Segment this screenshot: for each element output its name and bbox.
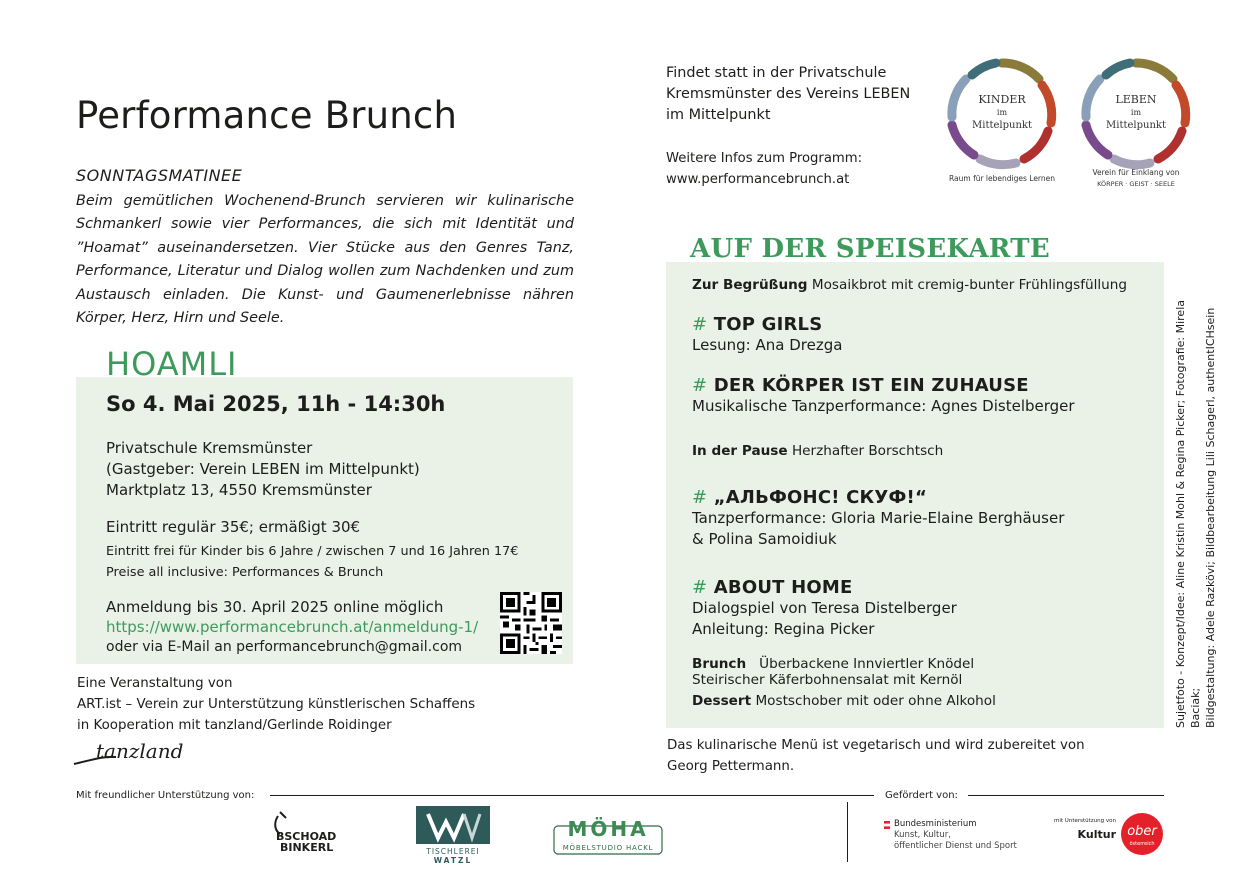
logo-ring-text: KÖRPER · GEIST · SEELE	[1097, 180, 1175, 188]
tanzland-wordmark: tanzland	[96, 739, 184, 763]
performance-subtitle: Lesung: Ana Drezga	[692, 336, 843, 354]
performance-item	[692, 314, 842, 356]
event-name: HOAMLI	[106, 345, 238, 383]
hash-icon: #	[692, 314, 708, 335]
welcome-text: Mosaikbrot mit cremig-bunter Frühlingsfüllung	[811, 277, 1128, 293]
brunch-item: Steirischer Käferbohnensalat mit Kernöl	[692, 672, 963, 688]
dessert-label: Dessert	[692, 693, 752, 709]
logo-ring-text: Verein für Einklang von	[1092, 168, 1180, 177]
ministry-line: Kunst, Kultur,	[894, 830, 951, 840]
footer-divider	[968, 795, 1164, 796]
austria-flag-icon	[884, 821, 890, 829]
matinee-description: Beim gemütlichen Wochenend-Brunch servieren wir kulinarische Schmankerl sowie vier Performances, die sich mit Identität und ”Hoamat” auseinandersetzen. Vier Stücke aus den Genres Tanz, Performance, Literatur und Dialog wollen zum Nachdenken und zum Austausch einladen. Die Kunst- und Gaumenerlebnisse nähren Körper, Herz, Hirn und Seele.	[76, 193, 574, 327]
menu-heading: AUF DER SPEISEKARTE	[690, 234, 1051, 264]
logo-word: KINDER	[978, 93, 1026, 106]
welcome-label: Zur Begrüßung	[692, 277, 808, 293]
performance-item	[692, 487, 1064, 550]
performance-subtitle: & Polina Samoidiuk	[692, 530, 837, 548]
performance-subtitle: Anleitung: Regina Picker	[692, 620, 875, 638]
pause-label: In der Pause	[692, 443, 788, 459]
hash-icon: #	[692, 375, 708, 396]
sponsor-word: TISCHLEREI	[426, 847, 480, 856]
kinder-im-mittelpunkt-logo	[944, 55, 1060, 195]
hash-icon: #	[692, 577, 708, 598]
page-title: Performance Brunch	[76, 94, 458, 137]
moebelstudio-hackl-logo	[553, 810, 663, 856]
kultur-support-small: mit Unterstützung von	[1054, 818, 1116, 824]
funded-label: Gefördert von:	[885, 790, 958, 801]
menu-note-line: Georg Pettermann.	[667, 759, 795, 774]
event-fee-details	[106, 541, 518, 583]
performance-subtitle: Dialogspiel von Teresa Distelberger	[692, 599, 957, 617]
registration-text: Anmeldung bis 30. April 2025 online möglich	[106, 598, 444, 616]
registration-block	[106, 597, 478, 657]
event-venue	[106, 438, 420, 501]
performance-title: ABOUT HOME	[713, 577, 853, 598]
performance-subtitle: Tanzperformance: Gloria Marie-Elaine Berghäuser	[692, 509, 1065, 527]
menu-brunch	[692, 656, 974, 688]
logo-word: Mittelpunkt	[1106, 120, 1166, 131]
kultur-label: Kultur	[1077, 828, 1116, 841]
credits-line: Bildgestaltung: Adele Razkövi; Bildbearbeitung Lili Schagerl, authentICHsein	[1204, 307, 1217, 728]
leben-im-mittelpunkt-logo	[1078, 55, 1194, 195]
footer-divider	[270, 795, 874, 796]
sponsor-word: WATZL	[433, 856, 473, 864]
ministry-line: Bundesministerium	[894, 819, 977, 829]
logo-word: Mittelpunkt	[972, 120, 1032, 131]
logo-word: im	[1130, 108, 1142, 117]
support-label: Mit freundlicher Unterstützung von:	[76, 790, 255, 801]
logo-word: LEBEN	[1115, 93, 1157, 106]
info-line: Kremsmünster des Vereins LEBEN	[666, 86, 911, 102]
badge-word: österreich	[1129, 841, 1155, 847]
program-url[interactable]: www.performancebrunch.at	[666, 172, 850, 187]
organizer-line: ART.ist – Verein zur Unterstützung künstlerischen Schaffens	[77, 697, 476, 712]
registration-link[interactable]: https://www.performancebrunch.at/anmeldung-1/	[106, 618, 479, 636]
badge-word: ober	[1127, 824, 1157, 839]
logo-word: im	[996, 108, 1008, 117]
menu-dessert	[692, 693, 996, 709]
brunch-label: Brunch	[692, 656, 747, 672]
menu-note	[667, 735, 1085, 777]
matinee-heading: SONNTAGSMATINEE	[76, 166, 243, 185]
organizer-block	[77, 673, 475, 736]
footer-separator	[847, 802, 848, 862]
performance-item	[692, 577, 957, 640]
organizer-line: Eine Veranstaltung von	[77, 676, 233, 691]
dessert-text: Mostschober mit oder ohne Alkohol	[755, 693, 996, 709]
venue-line: Privatschule Kremsmünster	[106, 439, 313, 457]
location-info	[666, 63, 910, 126]
event-fee: Eintritt regulär 35€; ermäßigt 30€	[106, 518, 361, 536]
performance-subtitle: Musikalische Tanzperformance: Agnes Distelberger	[692, 397, 1075, 415]
qr-code-icon[interactable]	[500, 592, 562, 654]
bschoad-binkerl-logo	[270, 808, 342, 856]
performance-title: „АЛЬФОНС! СКУФ!“	[713, 487, 927, 508]
registration-mail[interactable]: oder via E-Mail an performancebrunch@gmail.com	[106, 639, 463, 655]
sponsor-word: BSCHOAD	[276, 830, 337, 843]
program-info	[666, 148, 862, 190]
performance-title: TOP GIRLS	[713, 314, 823, 335]
sponsor-word: MÖBELSTUDIO HACKL	[562, 844, 654, 852]
menu-pause	[692, 443, 943, 459]
performance-title: DER KÖRPER IST EIN ZUHAUSE	[713, 375, 1029, 396]
organizer-line: in Kooperation mit tanzland/Gerlinde Roidinger	[77, 718, 392, 733]
program-info-label: Weitere Infos zum Programm:	[666, 151, 863, 166]
pause-text: Herzhafter Borschtsch	[791, 443, 944, 459]
fee-detail: Eintritt frei für Kinder bis 6 Jahre / zwischen 7 und 16 Jahren 17€	[106, 544, 519, 559]
sponsor-word: MÖHA	[567, 817, 649, 841]
photo-credits	[1173, 288, 1218, 728]
ministry-logo	[884, 819, 1017, 852]
sponsor-word: BINKERL	[280, 841, 334, 854]
brunch-item: Überbackene Innviertler Knödel	[759, 656, 975, 672]
performance-item	[692, 375, 1075, 417]
tischlerei-watzl-logo	[416, 806, 490, 864]
hash-icon: #	[692, 487, 708, 508]
venue-line: Marktplatz 13, 4550 Kremsmünster	[106, 481, 372, 499]
credits-line: Sujetfoto - Konzept/Idee: Aline Kristin Mohl & Regina Picker; Fotografie: Mirela Baciak;	[1174, 299, 1202, 728]
fee-detail: Preise all inclusive: Performances & Brunch	[106, 565, 384, 580]
info-line: im Mittelpunkt	[666, 107, 771, 123]
menu-welcome	[692, 277, 1127, 293]
logo-ring-text: Raum für lebendiges Lernen	[948, 174, 1056, 183]
info-line: Findet statt in der Privatschule	[666, 65, 887, 81]
venue-line: (Gastgeber: Verein LEBEN im Mittelpunkt)	[106, 460, 420, 478]
event-date: So 4. Mai 2025, 11h - 14:30h	[106, 392, 446, 416]
tanzland-logo	[72, 736, 212, 770]
menu-note-line: Das kulinarische Menü ist vegetarisch und wird zubereitet von	[667, 738, 1085, 753]
ministry-line: öffentlicher Dienst und Sport	[894, 841, 1017, 851]
oberoesterreich-logo	[1120, 812, 1164, 856]
